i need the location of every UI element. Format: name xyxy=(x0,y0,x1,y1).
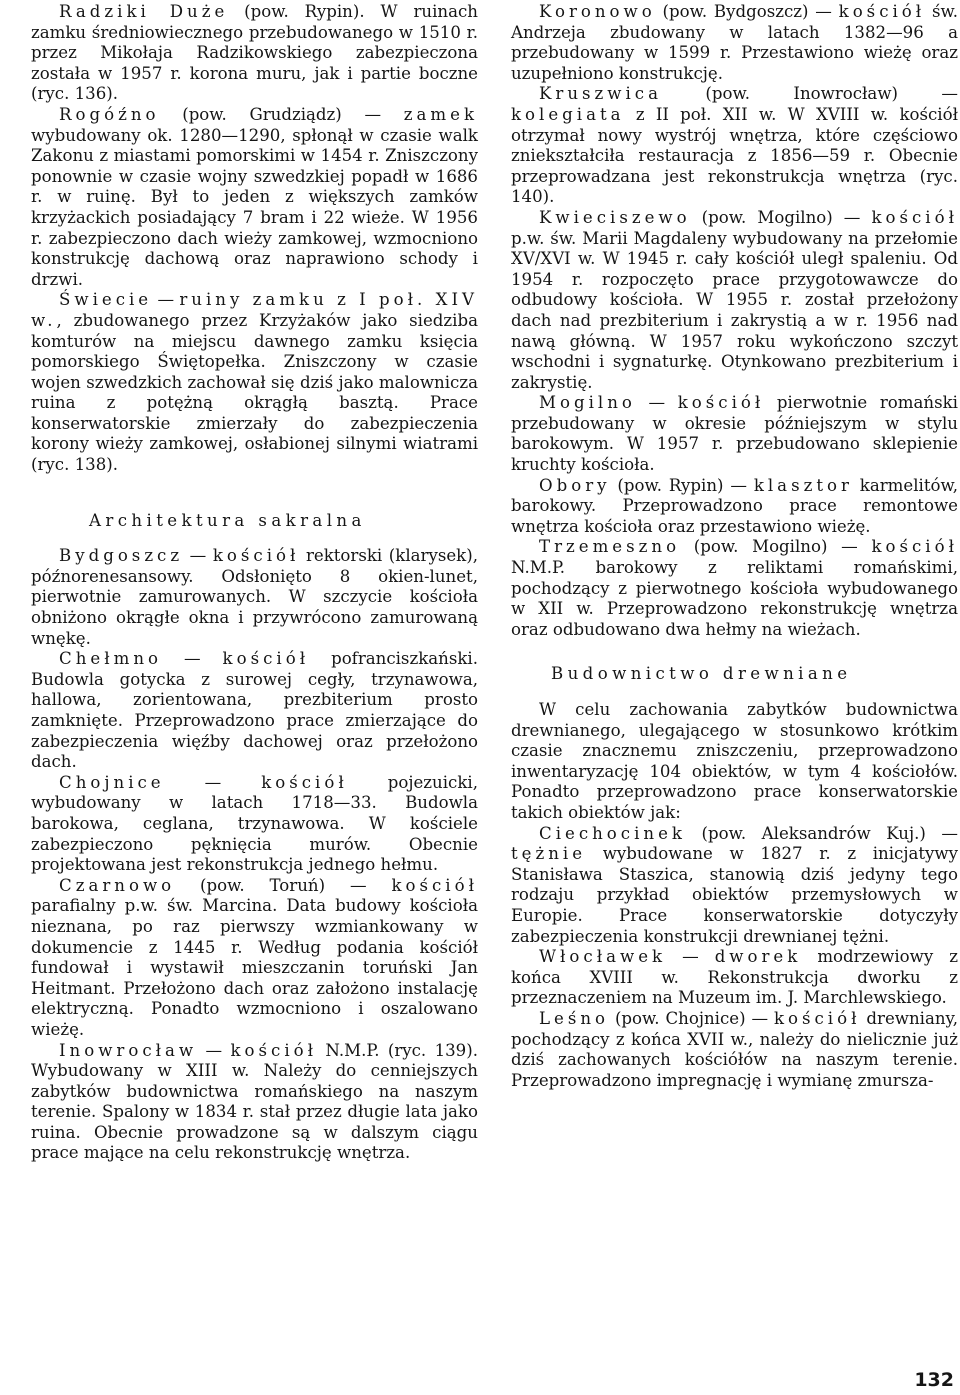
entry-text: (pow. Rypin) — xyxy=(610,475,754,495)
place-name: Leśno xyxy=(539,1008,610,1028)
object-name: ruiny zamku z I poł. XIV w. xyxy=(31,290,478,330)
entry-text: (pow. Aleksandrów Kuj.) — xyxy=(685,823,958,843)
page-number: 132 xyxy=(914,1369,954,1392)
object-name: tężnie xyxy=(511,844,587,864)
entry-text: — xyxy=(164,772,262,792)
entry-kruszwica xyxy=(511,84,958,208)
object-name: kolegiata xyxy=(511,104,625,124)
place-name: Radziki Duże xyxy=(59,2,229,21)
entry-text: (pow. Grudziądz) — xyxy=(159,104,404,124)
entry-text: — xyxy=(183,546,213,566)
object-name: kościół xyxy=(212,546,300,566)
entry-koronowo xyxy=(511,2,958,84)
entry-text-cont: karmelitów, barokowy. Przeprowadzono prace remontowe wnętrza kościoła oraz przestawiono wieżę. xyxy=(511,475,958,536)
place-name: Czarnowo xyxy=(59,875,176,895)
entry-inowroclaw xyxy=(31,1041,478,1165)
place-name: Kruszwica xyxy=(539,84,662,104)
entry-chelmno xyxy=(31,649,478,773)
place-name: Trzemeszno xyxy=(539,537,681,557)
place-name: Bydgoszcz xyxy=(59,546,184,566)
entry-text: (pow. Toruń) — xyxy=(175,875,392,895)
entry-radziki-duze xyxy=(31,2,478,105)
entry-text: (pow. Rypin). W ruinach zamku średniowiecznego przebudowanego w 1510 r. przez Mikołaja Radzikowskiego zabezpieczona została w 1957 r. korona muru, jak i partie boczne (ryc. 136). xyxy=(31,2,478,104)
entry-text: (pow. Mogilno) — xyxy=(680,537,872,557)
entry-swiecie xyxy=(31,290,478,475)
intro-wooden-paragraph: W celu zachowania zabytków budownictwa drewnianego, ulegającego w stosunkowo krótkim czasie znacznemu zniszczeniu, przeprowadzono inwentaryzację 104 obiektów, w tym 4 kościołów. Ponadto przeprowadzono prace konserwatorskie takich obiektów jak: xyxy=(511,700,958,822)
place-name: Rogóźno xyxy=(59,104,160,124)
place-name: Włocławek xyxy=(539,947,667,967)
entry-text-cont: z II poł. XII w. W XVIII w. kościół otrzymał nowy wystrój wnętrza, które częściowo zniekształciła restauracja z 1856—59 r. Obecnie przeprowadzana jest rekonstrukcja wnętrza (ryc. 140). xyxy=(511,104,958,207)
entry-chojnice xyxy=(31,773,478,876)
object-name: kościół xyxy=(391,875,478,895)
place-name: Kwieciszewo xyxy=(539,207,691,227)
object-name: kościół xyxy=(871,537,958,557)
place-name: Chojnice xyxy=(59,772,165,792)
entry-text-cont: pojezuicki, wybudowany w latach 1718—33. Budowla barokowa, ceglana, trzynawowa. W kościele zabezpieczono pęknięcia murów. Obecnie projektowana jest rekonstrukcja jednego hełmu. xyxy=(31,772,478,875)
entry-text-cont: pierwotnie romański przebudowany w okresie późniejszym w stylu barokowym. W 1957 r. przebudowano sklepienie kruchty kościoła. xyxy=(511,393,958,475)
entry-text-cont: rektorski (klarysek), późnorenesansowy. Odsłonięto 8 okien-lunet, pierwotnie zamurowanych. W szczycie kościoła obniżono okrągłe okna i przywrócono zamurowaną wnękę. xyxy=(31,546,478,648)
place-name: Mogilno xyxy=(539,393,636,413)
place-name: Obory xyxy=(539,475,611,495)
entry-text: — xyxy=(635,393,678,413)
entry-text-cont: wybudowane w 1827 r. z inicjatywy Stanisława Staszica, stanowią dziś jedyny tego rodzaju przykład obiektów przemysłowych w Europie. Prace konserwatorskie dotyczyły zabezpieczenia konstrukcji drewnianej tężni. xyxy=(511,844,958,946)
entry-obory xyxy=(511,476,958,538)
entry-lesno xyxy=(511,1009,958,1091)
entry-text: (pow. Bydgoszcz) — xyxy=(655,2,839,21)
entry-text: (pow. Chojnice) — xyxy=(609,1008,774,1028)
section-heading-sacral: Architektura sakralna xyxy=(89,510,366,530)
entry-text-cont: pofranciszkański. Budowla gotycka z surowej cegły, trzynawowa, hallowa, zorientowana, prezbiterium prosto zamknięte. Przeprowadzono prace zmierzające do zabezpieczenia więźby dachowej oraz przełożono dach. xyxy=(31,649,478,772)
object-name: kościół xyxy=(230,1040,318,1060)
entry-text: (pow. Inowrocław) — xyxy=(661,84,958,104)
entry-text-cont: św. Andrzeja zbudowany w latach 1382—96 a przebudowany w 1599 r. Przestawiono wieżę oraz uzupełniono konstrukcję. xyxy=(511,2,958,83)
entry-trzemeszno xyxy=(511,537,958,640)
entry-kwieciszewo xyxy=(511,208,958,393)
entry-text-cont: wybudowany ok. 1280—1290, spłonął w czasie walk Zakonu z miastami pomorskimi w 1454 r. Zniszczony ponownie w czasie wojny szwedzkiej popadł w 1686 r. w ruinę. Był to jeden z większych zamków krzyżackich posiadający 7 bram i 22 wieże. W 1956 r. zabezpieczono dach wieży zamkowej, wzmocniono konstrukcję dachową oraz naprawiono schody i drzwi. xyxy=(31,125,478,289)
entry-text: — xyxy=(152,290,180,310)
entry-text-cont: parafialny p.w. św. Marcina. Data budowy kościoła nieznana, po raz pierwszy wzmiankowany w dokumencie z 1445 r. Według podania kościół fundował i wystawił mieszczanin toruński Jan Heitmant. Przełożono dach oraz założono instalację elektryczną. Ponadto wzmocniono i oszalowano wieżę. xyxy=(31,896,478,1039)
place-name: Ciechocinek xyxy=(539,823,686,843)
object-name: kościół xyxy=(677,393,765,413)
right-column xyxy=(511,2,958,1091)
entry-mogilno xyxy=(511,393,958,475)
section-heading-wooden: Budownictwo drewniane xyxy=(551,664,852,684)
entry-text: — xyxy=(197,1040,231,1060)
entry-text: — xyxy=(162,649,223,669)
object-name: zamek xyxy=(403,104,478,124)
entry-text-cont: p.w. św. Marii Magdaleny wybudowany na przełomie XV/XVI w. W 1945 r. cały kościół uległ spaleniu. Od 1954 r. rozpoczęto prace przygotowawcze do odbudowy kościoła. W 1955 r. został przełożony dach nad prezbiterium i zakrystią a w r. 1956 nad nawą główną. W 1957 roku wykończono szczyt wschodni i sygnaturkę. Otynkowano prezbiterium i zakrystię. xyxy=(511,228,958,392)
object-name: kościół xyxy=(773,1008,861,1028)
object-name: kościół xyxy=(838,2,926,21)
entry-czarnowo xyxy=(31,876,478,1041)
entry-bydgoszcz xyxy=(31,546,478,649)
object-name: kościół xyxy=(871,207,958,227)
entry-text-cont: drewniany, pochodzący z końca XVII w., należy do nielicznie już dziś zachowanych kościółów na naszym terenie. Przeprowadzono impregnację i wymianę zmursza- xyxy=(511,1008,958,1090)
entry-text-cont: N.M.P. barokowy z reliktami romańskimi, pochodzący z pierwotnego kościoła wybudowanego w XII w. Przeprowadzono rekonstrukcję wnętrza oraz odbudowano dwa hełmy na wieżach. xyxy=(511,558,958,639)
entry-wloclawek xyxy=(511,947,958,1009)
object-name: kościół xyxy=(261,772,348,792)
entry-text-cont: N.M.P. (ryc. 139). Wybudowany w XIII w. Należy do cenniejszych zabytków budownictwa romańskiego na naszym terenie. Spalony w 1834 r. stał przez długie lata jako ruina. Obecnie prowadzone są w dalszym ciągu prace mające na celu rekonstrukcję wnętrza. xyxy=(31,1040,478,1163)
entry-text: (pow. Mogilno) — xyxy=(690,207,872,227)
object-name: klasztor xyxy=(753,475,853,495)
entry-ciechocinek xyxy=(511,824,958,948)
entry-text-cont: modrzewiowy z końca XVIII w. Rekonstrukcja dworku z przeznaczeniem na Muzeum im. J. Marchlewskiego. xyxy=(511,947,958,1008)
object-name: dworek xyxy=(714,947,802,967)
entry-rogozno xyxy=(31,105,478,290)
object-name: kościół xyxy=(222,649,310,669)
place-name: Inowrocław xyxy=(59,1040,198,1060)
place-name: Świecie xyxy=(59,290,153,310)
place-name: Chełmno xyxy=(59,649,162,669)
entry-text-cont: , zbudowanego przez Krzyżaków jako siedziba komturów na miejscu dawnego zamku księcia pomorskiego Świętopełka. Zniszczony w czasie wojen szwedzkich zachował się dziś jako malownicza ruina z potężną okrągłą basztą. Prace konserwatorskie zmierzały do zabezpieczenia korony wieży zamkowej, osłabionej silnymi wiatrami (ryc. 138). xyxy=(31,310,478,475)
place-name: Koronowo xyxy=(539,2,656,21)
left-column xyxy=(31,2,478,1164)
entry-text: — xyxy=(666,947,715,967)
